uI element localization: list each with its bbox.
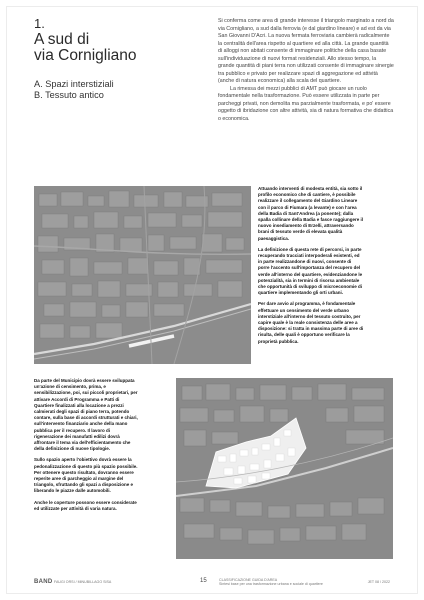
map-spazi-interstiziali <box>34 186 251 364</box>
side-paragraph: Per dare avvio al programma, è fondamentale effettuare un censimento del verde urbano interstiziale all'interno del tessuto costruito, per capire quale è la reale consistenza delle aree a disposizione: si tratta in massima parte di aree di risulta, delle quali è opportuno verificare la proprietà pubblica. <box>258 301 364 344</box>
side-text-tessuto <box>34 378 140 517</box>
page-title: A sud di via Cornigliano <box>34 31 137 64</box>
side-paragraph: Anche le coperture possono essere considerate ed utilizzate per attività di varia natura. <box>34 499 137 511</box>
map-image <box>176 378 393 559</box>
subtitle-b: B. Tessuto antico <box>34 90 104 100</box>
map-tessuto-antico <box>176 378 393 559</box>
footer-logo: BAND <box>34 579 53 585</box>
title-block <box>34 17 199 64</box>
footer-authors: FAUGI ORSI / MINUBILLAGO SISA <box>54 580 112 584</box>
map-image <box>34 186 251 364</box>
intro-text <box>218 18 394 123</box>
subtitle-a: A. Spazi interstiziali <box>34 79 114 89</box>
footer <box>34 578 390 588</box>
intro-paragraph: Si conferma come area di grande interesse il triangolo marginato a nord da via Cornigliano, a sud dalla ferrovia (e dal giardino lineare) e ad est da via San Giovanni D'Acri. La nuova fermata ferroviaria cambierà radicalmente la centralità dell'area rispetto al quartiere ed alla città. La grande quantità di alloggi non abitati consente di immaginare politiche della casa basate sull'individuazione di nuovi format residenziali. Allo stesso tempo, la grande quantità di piani terra non utilizzati consente di immaginare sinergie tra pubblico e privato per realizzare spazi di aggregazione ed attività (anche di natura economica) alla scala del quartiere. <box>218 18 394 84</box>
side-paragraph: Attuando interventi di modesta entità, sia sotto il profilo economico che di cantiere, è possibile realizzare il collegamento del Giardino Lineare con il parco di Fiumara (a levante) e con l'area della Badia di Sant'Andrea (a ponente); dalla spalla collinare della Badia e fasce raggiungere il nuovo insediamento di Erzelli, attraversando brani di tessuto verde di elevata qualità paesaggistica. <box>258 186 364 241</box>
side-paragraph: Da parte del Municipio dovrà essere sviluppata un'azione di censimento, prima, e sensibilizzazione, poi, sui piccoli proprietari, per attivare Accordi di Programma e Patti di Quartiere finalizzati alla locazione a prezzi calmierati degli spazi di piano terra, potendo contare, sulla base di accordi strutturati e chiari, sull'intervento finanziario anche della mano pubblica per il recupero. Il lavoro di rigenerazione dei manufatti edilizi dovrà affrontare il tema via dell'efficientamento che della definizione di nuove tipologie. <box>34 378 138 452</box>
side-paragraph: Sullo spazio aperto l'obiettivo dovrà essere la pedonalizzazione di questo più spazio possibile. Per ottenere questo risultato, dovranno essere reperite aree di parcheggio al margine del triangolo, sfruttando gli spazi a disposizione e liberando le piazze dalle automobili. <box>34 457 138 494</box>
footer-document-title-line: CLASSIFICAZIONE GUIDA D'AREA <box>219 578 278 582</box>
page-number: 15 <box>200 578 207 584</box>
intro-paragraph: La rimessa dei mezzi pubblici di AMT può giocare un ruolo fondamentale nella trasformazione. Può essere utilizzata in parte per parcheggi privati, non demolita ma parzialmente trasformata, e po' essere oggetto di ibridazione con altre attività, sia di natura formativa che didattica o economica. <box>218 85 394 122</box>
subtitle-list <box>34 79 114 101</box>
footer-document-subtitle-line: Sintesi base per una trasformazione urbana e sociale di quartiere <box>219 582 323 587</box>
footer-document-title <box>219 578 359 587</box>
side-text-percorsi <box>258 186 364 350</box>
footer-date: JET 08 / 2022 <box>367 580 390 584</box>
section-number: 1. <box>34 16 45 31</box>
side-paragraph: La definizione di questa rete di percorsi, in parte recuperando tracciati interpoderali esistenti, ed in parte realizzandone di nuovi, consente di porre l'accento sull'importanza del recupero del verde all'interno del quartiere, evidenziandone le potenzialità, sia in termini di risorsa ambientale che opportunità di sviluppo di microeconomie di quartiere implementando gli orti urbani. <box>258 246 363 296</box>
